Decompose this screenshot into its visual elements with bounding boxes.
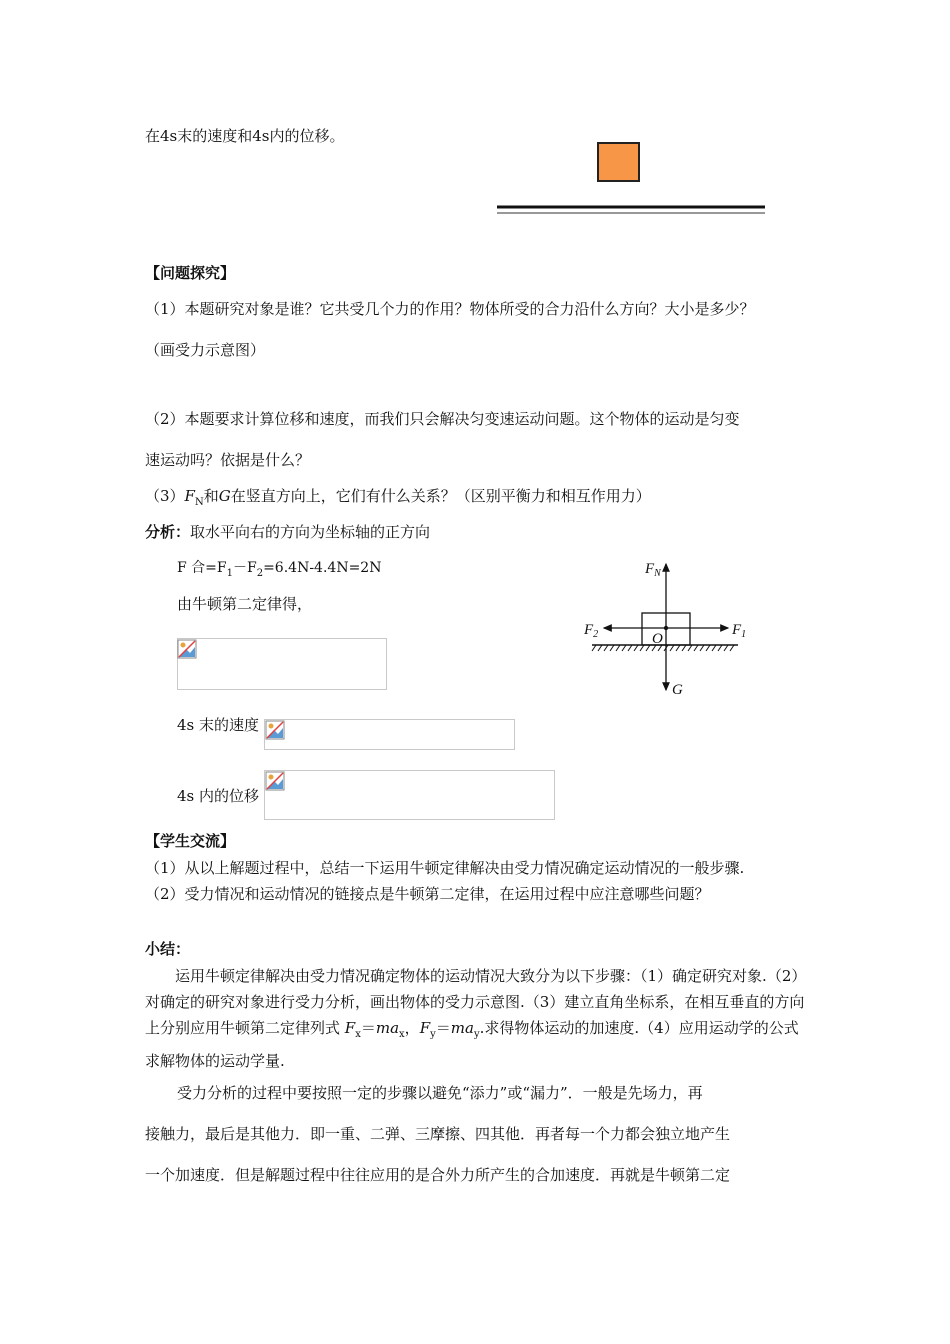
displacement-label: 4s 内的位移	[177, 787, 260, 805]
orange-block	[598, 143, 639, 181]
question-1-line-1: （1）本题研究对象是谁？它共受几个力的作用？物体所受的合力沿什么方向？大小是多少？	[145, 300, 755, 318]
broken-image-icon	[177, 639, 197, 659]
g-label: G	[672, 682, 683, 698]
comma: ，	[404, 1019, 420, 1037]
sub-ay: y	[473, 1029, 480, 1040]
net-force-formula	[177, 558, 381, 584]
var-Fx: F	[344, 1019, 356, 1037]
formula-part-c: =6.4N-4.4N=2N	[263, 560, 382, 576]
displacement-formula-image	[264, 770, 555, 820]
analysis-label: 分析：	[145, 523, 191, 541]
exchange-item-1: （1）从以上解题过程中，总结一下运用牛顿定律解决由受力情况确定运动情况的一般步骤.	[145, 859, 745, 877]
speed-label: 4s 末的速度	[177, 716, 260, 734]
question-3-and: 和	[203, 487, 219, 505]
origin-point	[664, 626, 668, 630]
var-F: F	[184, 487, 195, 505]
question-3-prefix: （3）	[145, 487, 185, 505]
var-Fy: F	[419, 1019, 431, 1037]
eq-sign-2: ＝	[435, 1019, 451, 1037]
summary-p1-text-a: 运用牛顿定律解决由受力情况确定物体的运动情况大致分为以下步骤：（1）确定研究对象.（2）对确定的研究对象进行受力分析，画出物体的受力示意图.（3）建立直角坐标系，在相互垂直的方向上分别应用牛顿第二定律列式	[145, 967, 807, 1037]
formula-sub-2: 2	[256, 567, 264, 579]
ground-hatching	[592, 645, 734, 651]
var-G: G	[218, 487, 231, 505]
question-1-line-2: （画受力示意图）	[145, 341, 266, 359]
analysis-line	[145, 522, 430, 542]
fn-label: $F_N$	[645, 561, 661, 579]
summary-paragraph-1	[145, 963, 810, 1074]
f2-label: $F_2$	[584, 622, 599, 640]
newton-second-law-text: 由牛顿第二定律得，	[177, 595, 313, 613]
broken-image-icon	[265, 771, 285, 791]
eq-sign-1: ＝	[360, 1019, 376, 1037]
sub-ax: x	[399, 1029, 405, 1040]
sub-y: y	[430, 1029, 436, 1040]
sub-N: N	[194, 497, 204, 508]
exchange-item-2: （2）受力情况和运动情况的链接点是牛顿第二定律，在运用过程中应注意哪些问题？	[145, 885, 710, 903]
force-diagram	[570, 552, 755, 702]
question-2-line-2: 速运动吗？依据是什么？	[145, 451, 311, 469]
summary-p2-line-3: 一个加速度．但是解题过程中往往应用的是合外力所产生的合加速度．再就是牛顿第二定	[145, 1166, 731, 1184]
sub-x: x	[355, 1029, 361, 1040]
summary-p1-text-b: .求得物体运动的加速度.（4）应用运动学的公式求解物体的运动学量.	[145, 1019, 799, 1070]
question-3-rest: 在竖直方向上，它们有什么关系？（区别平衡力和相互作用力）	[230, 487, 651, 505]
origin-label: O	[652, 631, 663, 647]
summary-heading: 小结：	[145, 940, 191, 958]
summary-p2-line-2: 接触力，最后是其他力．即一重、二弹、三摩擦、四其他．再者每一个力都会独立地产生	[145, 1125, 731, 1143]
inquiry-heading: 【问题探究】	[145, 264, 236, 282]
exchange-heading: 【学生交流】	[145, 832, 236, 850]
var-ma: ma	[375, 1019, 400, 1037]
question-2-line-1: （2）本题要求计算位移和速度，而我们只会解决匀变速运动问题。这个物体的运动是匀变	[145, 410, 740, 428]
summary-p2-line-1: 受力分析的过程中要按照一定的步骤以避免“添力”或“漏力”．一般是先场力，再	[177, 1084, 703, 1102]
formula-part-a: F 合=F	[177, 560, 227, 576]
acceleration-formula-image	[177, 638, 387, 690]
block-on-surface-figure	[490, 138, 775, 218]
broken-image-icon	[265, 720, 285, 740]
formula-part-b: －F	[232, 560, 257, 576]
problem-text-tail: 在4s末的速度和4s内的位移。	[145, 127, 345, 145]
var-ma-2: ma	[450, 1019, 474, 1037]
formula-sub-1: 1	[226, 567, 233, 579]
question-3	[145, 486, 651, 513]
velocity-formula-image	[264, 719, 515, 750]
analysis-text: 取水平向右的方向为坐标轴的正方向	[190, 523, 431, 541]
f1-label: $F_1$	[732, 622, 747, 640]
